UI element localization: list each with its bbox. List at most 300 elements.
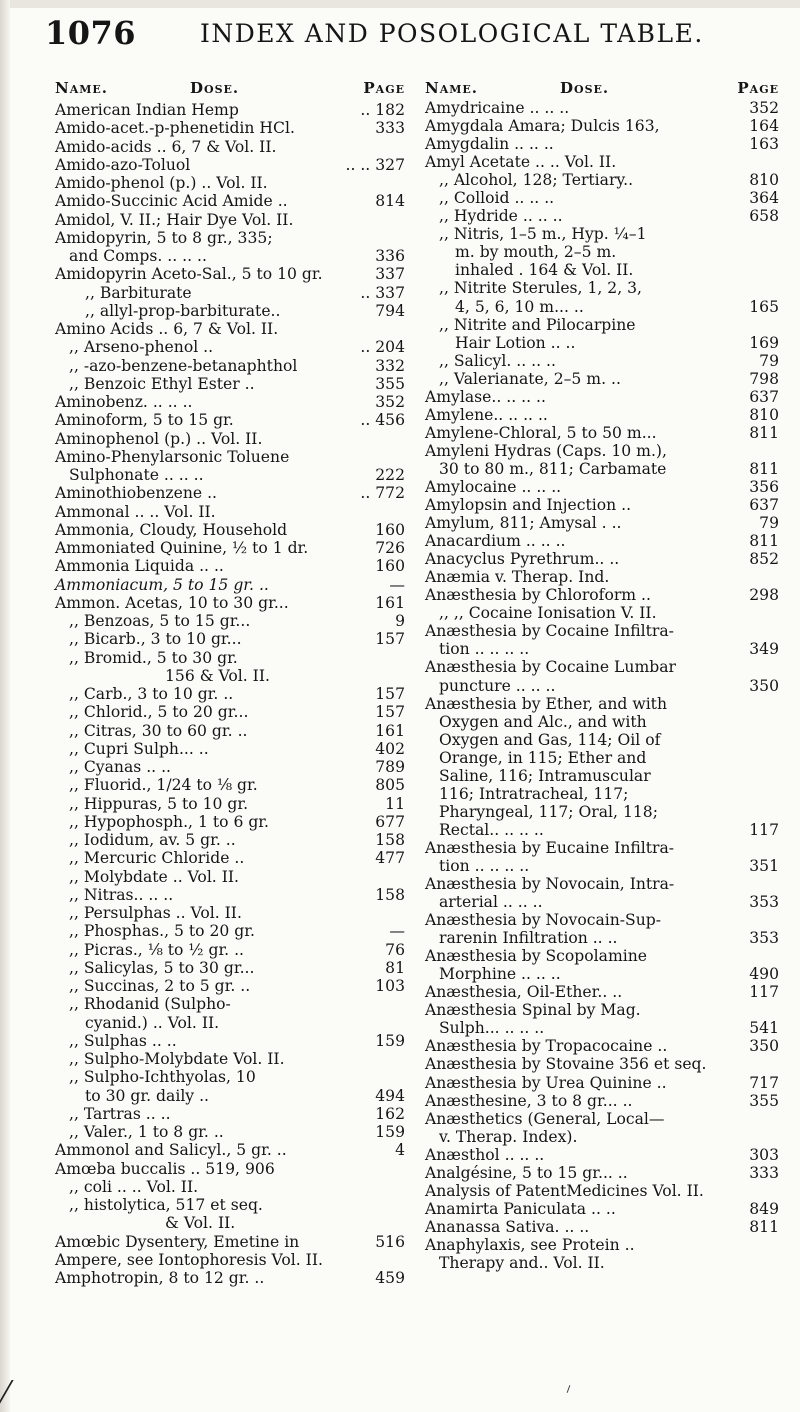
entry-page: 541 — [749, 1019, 779, 1038]
entry-text: ,, Bicarb., 3 to 10 gr... — [69, 630, 242, 649]
index-entry — [55, 211, 405, 229]
entry-text: Amido-acet.-p-phenetidin HCl. — [55, 119, 295, 138]
entry-text: & Vol. II. — [165, 1214, 236, 1233]
entry-page: 353 — [749, 929, 779, 948]
entry-page: 352 — [375, 393, 405, 411]
index-entry — [425, 947, 779, 965]
entry-text: Oxygen and Alc., and with — [439, 712, 647, 731]
entry-page: 9 — [395, 612, 405, 630]
index-entry — [55, 1032, 405, 1050]
entry-text: Amylocaine .. .. .. — [425, 477, 562, 496]
entry-text: Anacardium .. .. .. — [425, 532, 566, 551]
index-entry — [55, 265, 405, 283]
column-header-name: Name. — [425, 79, 479, 97]
index-entry — [425, 568, 779, 586]
column-header-left — [55, 79, 405, 101]
entry-page: 81 — [385, 958, 405, 977]
index-entry — [55, 941, 405, 959]
entry-text: ,, Benzoas, 5 to 15 gr... — [69, 612, 251, 630]
index-entry — [425, 803, 779, 821]
index-entry — [55, 886, 405, 904]
entry-text: ,, Sulpho-Molybdate Vol. II. — [69, 1050, 285, 1068]
index-entry — [425, 604, 779, 622]
entry-page: 849 — [749, 1199, 779, 1218]
entry-text: Amydricaine .. .. .. — [425, 99, 570, 117]
entry-page: 355 — [749, 1091, 779, 1110]
entry-text: Amyleni Hydras (Caps. 10 m.), — [425, 441, 667, 460]
entry-text: Anæsthesia by Cocaine Infiltra- — [425, 622, 674, 641]
index-entry — [55, 357, 405, 375]
entry-text: ,, Arseno-phenol .. — [69, 338, 214, 357]
entry-page: .. 456 — [360, 411, 405, 430]
entry-text: Anæsthesia by Urea Quinine .. — [425, 1073, 667, 1092]
entry-text: Amido-acids .. 6, 7 & Vol. II. — [55, 137, 277, 156]
entry-text: ,, Hippuras, 5 to 10 gr. — [69, 794, 249, 813]
index-entry — [425, 532, 779, 550]
index-entry — [425, 424, 779, 442]
index-entry — [55, 521, 405, 539]
index-entry — [55, 503, 405, 521]
index-entry — [425, 875, 779, 893]
entry-text: tion .. .. .. .. — [439, 640, 530, 659]
index-entry — [55, 740, 405, 758]
entry-page: 811 — [749, 532, 779, 551]
index-entry — [55, 959, 405, 977]
entry-page: 117 — [749, 983, 779, 1002]
entry-page: 717 — [749, 1073, 779, 1092]
entry-page: 303 — [749, 1145, 779, 1164]
index-entry — [425, 1110, 779, 1128]
column-header-right — [425, 79, 779, 99]
entry-page: 637 — [749, 496, 779, 515]
index-entry — [425, 1092, 779, 1110]
index-entry — [55, 1214, 405, 1232]
index-entry — [55, 1269, 405, 1287]
index-entry — [425, 225, 779, 243]
index-entry — [55, 576, 405, 594]
entry-page: 364 — [749, 189, 779, 208]
index-entry — [425, 695, 779, 713]
entry-text: Amido-Succinic Acid Amide .. — [55, 192, 288, 211]
index-entry — [425, 514, 779, 532]
entry-text: ,, Valerianate, 2–5 m. .. — [439, 369, 621, 388]
index-entry — [55, 630, 405, 648]
entry-page: 459 — [375, 1269, 405, 1287]
entry-page: 402 — [375, 739, 405, 758]
entry-page: 332 — [375, 356, 405, 375]
entry-text: Anæsthesine, 3 to 8 gr... .. — [425, 1091, 633, 1110]
index-entry — [55, 1196, 405, 1214]
entry-page: 159 — [375, 1123, 405, 1141]
index-entry — [425, 189, 779, 207]
entry-page: 79 — [759, 351, 779, 370]
entry-page: 494 — [375, 1086, 405, 1105]
index-entry — [425, 1019, 779, 1037]
entry-page: 726 — [375, 539, 405, 557]
index-entry — [55, 667, 405, 685]
entry-text: Hair Lotion .. .. — [455, 333, 576, 352]
index-entry — [55, 229, 405, 247]
index-entry — [55, 174, 405, 192]
entry-text: ,, Rhodanid (Sulpho- — [69, 995, 231, 1014]
entry-text: Amidopyrin, 5 to 8 gr., 335; — [55, 228, 273, 247]
index-entry — [425, 1146, 779, 1164]
index-entry — [425, 821, 779, 839]
index-entry — [55, 1251, 405, 1269]
entry-text: Aminobenz. .. .. .. — [55, 393, 193, 411]
entry-text: ,, Valer., 1 to 8 gr. .. — [69, 1123, 224, 1141]
entry-text: ,, allyl-prop-barbiturate.. — [85, 301, 281, 320]
entry-text: Amylene-Chloral, 5 to 50 m... — [425, 423, 657, 442]
entry-text: Pharyngeal, 117; Oral, 118; — [439, 802, 658, 821]
entry-text: ,, Alcohol, 128; Tertiary.. — [439, 171, 634, 190]
index-entry — [55, 119, 405, 137]
index-entry — [55, 703, 405, 721]
entry-text: ,, Bromid., 5 to 30 gr. — [69, 648, 238, 667]
entry-text: Anacyclus Pyrethrum.. .. — [425, 550, 620, 569]
index-entry — [55, 594, 405, 612]
index-entry — [55, 1160, 405, 1178]
index-entry — [55, 375, 405, 393]
entry-text: Rectal.. .. .. .. — [439, 820, 544, 839]
index-entry — [425, 640, 779, 658]
entry-text: Amido-phenol (p.) .. Vol. II. — [55, 174, 268, 192]
entry-text: ,, Nitrite Sterules, 1, 2, 3, — [439, 279, 643, 298]
entry-text: Orange, in 115; Ether and — [439, 748, 647, 767]
entry-page: 677 — [375, 812, 405, 831]
index-entry — [425, 785, 779, 803]
entry-text: Ammon. Acetas, 10 to 30 gr... — [55, 593, 289, 612]
entry-text: ,, Persulphas .. Vol. II. — [69, 904, 242, 922]
index-entry — [55, 776, 405, 794]
index-entry — [425, 117, 779, 135]
entry-text: Anæsthetics (General, Local— — [425, 1109, 665, 1128]
entry-page: — — [389, 575, 405, 594]
entry-page: 356 — [749, 477, 779, 496]
index-entry — [55, 539, 405, 557]
entry-text: v. Therap. Index). — [439, 1127, 578, 1146]
index-entry — [425, 171, 779, 189]
entry-page: 658 — [749, 207, 779, 226]
index-entry — [55, 849, 405, 867]
entry-list-right — [425, 99, 779, 1272]
index-entry — [55, 284, 405, 302]
entry-page: .. 182 — [360, 101, 405, 119]
entry-page: 169 — [749, 333, 779, 352]
entry-page: 11 — [385, 794, 405, 813]
index-entry — [425, 929, 779, 947]
entry-text: Analysis of PatentMedicines Vol. II. — [425, 1181, 704, 1200]
column-header-dose: Dose. — [190, 79, 240, 97]
entry-page: 336 — [375, 247, 405, 265]
index-entry — [55, 101, 405, 119]
index-entry — [425, 1037, 779, 1055]
entry-text: m. by mouth, 2–5 m. — [455, 243, 617, 262]
entry-page: 516 — [375, 1232, 405, 1251]
entry-text: to 30 gr. daily .. — [85, 1086, 209, 1105]
entry-text: ,, Molybdate .. Vol. II. — [69, 867, 240, 886]
index-entry — [55, 484, 405, 502]
entry-text: Amidopyrin Aceto-Sal., 5 to 10 gr. — [55, 265, 323, 284]
index-entry — [55, 557, 405, 575]
entry-page: 814 — [375, 192, 405, 211]
entry-text: ,, Succinas, 2 to 5 gr. .. — [69, 977, 251, 995]
entry-text: inhaled . 164 & Vol. II. — [455, 261, 634, 280]
entry-text: Amino-Phenylarsonic Toluene — [55, 447, 290, 466]
entry-page: 298 — [749, 586, 779, 605]
index-entry — [55, 247, 405, 265]
entry-page: 222 — [375, 466, 405, 484]
entry-text: and Comps. .. .. .. — [69, 247, 207, 265]
entry-page: 811 — [749, 423, 779, 442]
entry-page: .. 772 — [360, 484, 405, 503]
entry-text: ,, Barbiturate — [85, 283, 192, 302]
entry-page: 810 — [749, 171, 779, 190]
index-entry — [425, 1218, 779, 1236]
index-entry — [55, 1178, 405, 1196]
entry-page: 798 — [749, 369, 779, 388]
index-entry — [55, 868, 405, 886]
entry-text: 156 & Vol. II. — [165, 666, 270, 685]
entry-text: Amylum, 811; Amysal . .. — [425, 514, 622, 533]
entry-page: .. 337 — [360, 283, 405, 302]
entry-page: 350 — [749, 1037, 779, 1056]
index-entry — [425, 550, 779, 568]
entry-page: 160 — [375, 557, 405, 576]
entry-text: Amino Acids .. 6, 7 & Vol. II. — [55, 320, 279, 338]
index-entry — [55, 1141, 405, 1159]
index-entry — [425, 893, 779, 911]
entry-page: 158 — [375, 831, 405, 849]
entry-page: 157 — [375, 685, 405, 703]
entry-text: Amylene.. .. .. .. — [425, 405, 548, 424]
entry-text: Aminoform, 5 to 15 gr. — [55, 411, 234, 430]
entry-text: Amylase.. .. .. .. — [425, 387, 546, 406]
entry-text: Amygdalin .. .. .. — [425, 135, 554, 154]
entry-text: Amœba buccalis .. 519, 906 — [55, 1159, 275, 1178]
index-entry — [425, 279, 779, 297]
entry-text: Anæsthesia by Ether, and with — [425, 694, 667, 713]
entry-text: Anæsthesia by Eucaine Infiltra- — [425, 838, 675, 857]
index-entry — [55, 904, 405, 922]
entry-page: .. .. 327 — [345, 155, 405, 174]
page-edge-left — [0, 0, 10, 1412]
entry-text: ,, Nitris, 1–5 m., Hyp. ¼–1 — [439, 225, 647, 244]
entry-page: 810 — [749, 405, 779, 424]
index-entry — [425, 1164, 779, 1182]
entry-text: ,, Fluorid., 1/24 to ⅛ gr. — [69, 776, 258, 795]
index-entry — [55, 1123, 405, 1141]
index-entry — [425, 983, 779, 1001]
entry-text: Aminophenol (p.) .. Vol. II. — [55, 429, 263, 448]
entry-text: Ammonal .. .. Vol. II. — [55, 502, 216, 521]
index-entry — [55, 393, 405, 411]
index-entry — [425, 1001, 779, 1019]
index-entry — [55, 612, 405, 630]
entry-text: 4, 5, 6, 10 m... .. — [455, 297, 584, 316]
entry-text: Amido-azo-Toluol — [55, 155, 191, 174]
index-entry — [55, 977, 405, 995]
index-entry — [55, 430, 405, 448]
index-entry — [55, 813, 405, 831]
entry-text: ,, histolytica, 517 et seq. — [69, 1196, 263, 1214]
index-entry — [425, 857, 779, 875]
entry-text: cyanid.) .. Vol. II. — [85, 1013, 220, 1032]
index-entry — [425, 767, 779, 785]
entry-text: puncture .. .. .. — [439, 676, 556, 695]
index-entry — [55, 138, 405, 156]
entry-page: 163 — [749, 135, 779, 154]
entry-text: Morphine .. .. .. — [439, 965, 561, 984]
entry-text: Anamirta Paniculata .. .. — [425, 1199, 616, 1218]
entry-text: ,, Carb., 3 to 10 gr. .. — [69, 685, 234, 703]
entry-page: — — [389, 922, 405, 941]
index-entry — [425, 713, 779, 731]
entry-page: 157 — [375, 703, 405, 722]
index-entry — [425, 388, 779, 406]
entry-text: Anaphylaxis, see Protein .. — [425, 1235, 635, 1254]
entry-text: tion .. .. .. .. — [439, 856, 530, 875]
entry-page: 165 — [749, 297, 779, 316]
page-title: INDEX AND POSOLOGICAL TABLE. — [200, 19, 704, 48]
entry-page: 157 — [375, 630, 405, 649]
index-entry — [425, 839, 779, 857]
entry-page: 4 — [395, 1141, 405, 1160]
index-entry — [55, 320, 405, 338]
entry-text: ,, Nitras.. .. .. — [69, 885, 174, 904]
index-entry — [55, 1087, 405, 1105]
index-entry — [425, 677, 779, 695]
index-entry — [425, 1236, 779, 1254]
index-entry — [425, 622, 779, 640]
entry-text: ,, Salicyl. .. .. .. — [439, 351, 556, 370]
index-entry — [55, 302, 405, 320]
index-entry — [55, 1014, 405, 1032]
entry-page: 789 — [375, 758, 405, 776]
column-header-page: Page — [737, 79, 779, 97]
entry-text: Anæsthesia Spinal by Mag. — [425, 1001, 641, 1020]
index-entry — [425, 1074, 779, 1092]
entry-text: arterial .. .. .. — [439, 893, 543, 912]
entry-text: Anæsthesia by Scopolamine — [425, 947, 647, 966]
entry-text: ,, Sulpho-Ichthyolas, 10 — [69, 1068, 256, 1087]
page-edge-top — [0, 0, 800, 8]
entry-page: 811 — [749, 1217, 779, 1236]
entry-page: 161 — [375, 593, 405, 612]
entry-page: 164 — [749, 117, 779, 136]
entry-page: 490 — [749, 965, 779, 984]
entry-page: 158 — [375, 885, 405, 904]
index-entry — [425, 406, 779, 424]
entry-text: ,, Tartras .. .. — [69, 1104, 171, 1123]
index-entry — [55, 466, 405, 484]
index-column-left — [55, 79, 405, 1287]
index-entry — [425, 496, 779, 514]
entry-text: Amylopsin and Injection .. — [425, 496, 632, 515]
index-column-right — [425, 79, 779, 1272]
index-entry — [55, 1105, 405, 1123]
entry-text: Sulphonate .. .. .. — [69, 466, 204, 484]
entry-page: 353 — [749, 893, 779, 912]
column-header-dose: Dose. — [560, 79, 610, 97]
index-entry — [55, 411, 405, 429]
index-entry — [425, 749, 779, 767]
entry-text: ,, ,, Cocaine Ionisation V. II. — [439, 604, 657, 623]
entry-page: 76 — [385, 940, 405, 959]
entry-text: Amidol, V. II.; Hair Dye Vol. II. — [55, 210, 294, 229]
entry-text: Analgésine, 5 to 15 gr... .. — [425, 1163, 628, 1182]
entry-page: 351 — [749, 856, 779, 875]
entry-page: 794 — [375, 301, 405, 320]
index-entry — [55, 156, 405, 174]
entry-page: 162 — [375, 1104, 405, 1123]
entry-text: ,, Benzoic Ethyl Ester .. — [69, 374, 255, 393]
index-entry — [55, 722, 405, 740]
entry-text: Anæmia v. Therap. Ind. — [425, 568, 610, 587]
entry-page: 352 — [749, 99, 779, 117]
entry-page: 637 — [749, 387, 779, 406]
entry-text: Sulph... .. .. .. — [439, 1019, 545, 1038]
index-entry — [55, 1233, 405, 1251]
index-entry — [55, 448, 405, 466]
entry-text: Ampere, see Iontophoresis Vol. II. — [55, 1250, 323, 1269]
index-entry — [425, 731, 779, 749]
entry-text: ,, Sulphas .. .. — [69, 1031, 177, 1050]
index-entry — [425, 1055, 779, 1073]
index-entry — [425, 1128, 779, 1146]
entry-page: 103 — [375, 977, 405, 995]
index-entry — [425, 153, 779, 171]
page-number: 1076 — [45, 14, 137, 52]
entry-page: 117 — [749, 820, 779, 839]
entry-page: 333 — [749, 1163, 779, 1182]
column-header-name: Name. — [55, 79, 109, 97]
index-entry — [425, 965, 779, 983]
entry-text: Ammonia Liquida .. .. — [55, 557, 224, 576]
index-entry — [425, 1182, 779, 1200]
index-entry — [55, 338, 405, 356]
index-entry — [425, 298, 779, 316]
entry-page: 811 — [749, 459, 779, 478]
entry-text: ,, Phosphas., 5 to 20 gr. — [69, 922, 255, 941]
entry-page: 852 — [749, 550, 779, 569]
entry-page: 349 — [749, 640, 779, 659]
entry-text: ,, Cyanas .. .. — [69, 758, 171, 776]
entry-text: ,, -azo-benzene-betanaphthol — [69, 356, 298, 375]
entry-text: American Indian Hemp — [55, 101, 239, 119]
entry-text: ,, Hypophosph., 1 to 6 gr. — [69, 812, 270, 831]
entry-text: ,, coli .. .. Vol. II. — [69, 1177, 199, 1196]
index-entry — [425, 99, 779, 117]
entry-text: Amphotropin, 8 to 12 gr. .. — [55, 1269, 265, 1287]
entry-text: Ammoniated Quinine, ½ to 1 dr. — [55, 539, 309, 557]
entry-text: Anæsthesia by Novocain, Intra- — [425, 875, 675, 894]
entry-page: 333 — [375, 119, 405, 138]
entry-text: ,, Hydride .. .. .. — [439, 207, 563, 226]
entry-page: 159 — [375, 1031, 405, 1050]
entry-list-left — [55, 101, 405, 1287]
index-entry — [55, 192, 405, 210]
entry-page: 355 — [375, 374, 405, 393]
index-entry — [425, 911, 779, 929]
entry-text: Anæsthol .. .. .. — [425, 1145, 545, 1164]
entry-text: ,, Nitrite and Pilocarpine — [439, 315, 636, 334]
entry-text: Ammoniacum, 5 to 15 gr. .. — [55, 575, 269, 594]
column-header-page: Page — [363, 79, 405, 97]
entry-text: ,, Salicylas, 5 to 30 gr... — [69, 958, 255, 977]
index-entry — [55, 685, 405, 703]
entry-text: ,, Mercuric Chloride .. — [69, 849, 245, 868]
